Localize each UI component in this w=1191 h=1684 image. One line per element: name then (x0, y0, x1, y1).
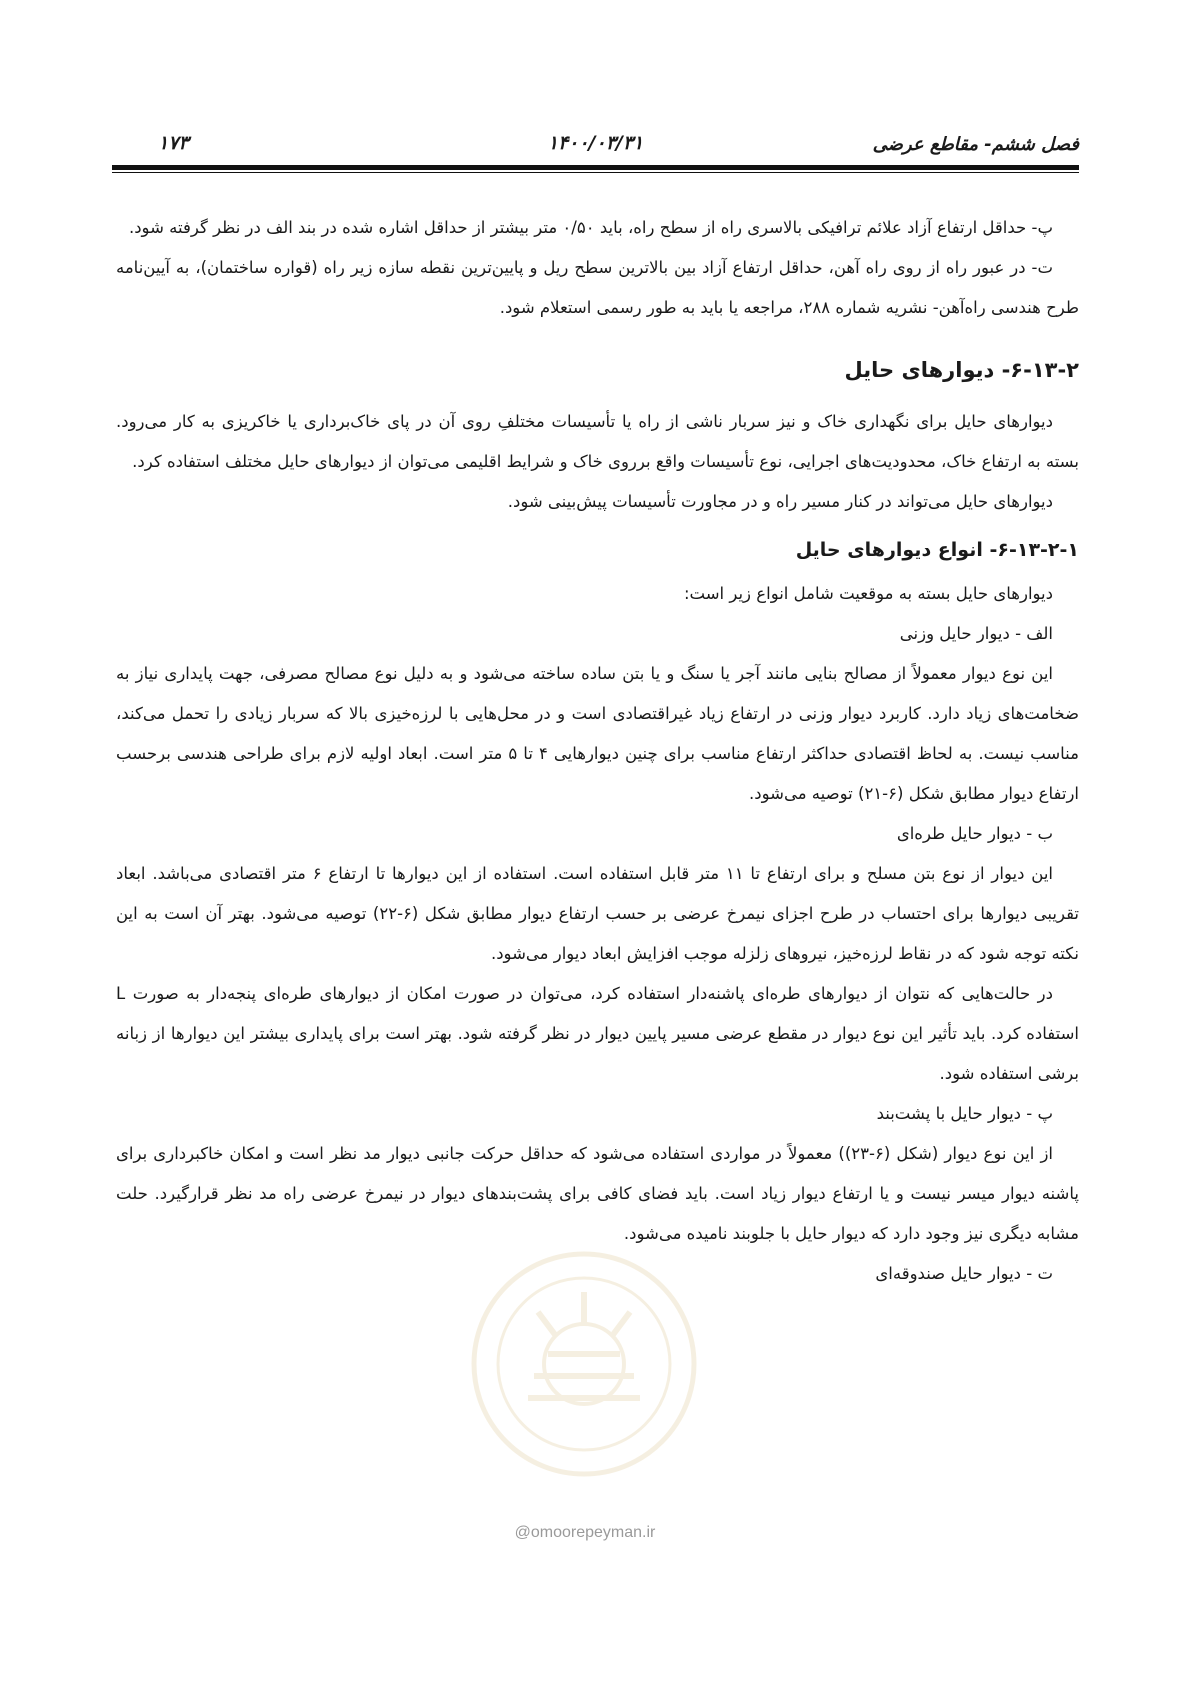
list-item: ب - دیوار حایل طره‌ای (896, 824, 1053, 843)
page-header (112, 130, 1079, 160)
paragraph: از این نوع دیوار (شکل (۶-۲۳)) معمولاً در مواردی استفاده می‌شود که حداقل حرکت جانبی دیوار مد نظر است و امکان خاکبرداری برای پاشنه دیوار میسر نیست و یا ارتفاع دیوار زیاد است. باید فضای کافی برای پشت‌بندهای دیوار در نیمرخ عرضی راه مد نظر قرارگیرد. حلت مشابه دیگری نیز وجود دارد که دیوار حایل با جلوبند نامیده می‌شود. (116, 1144, 1079, 1243)
chapter-title: فصل ششم- مقاطع عرضی (872, 134, 1079, 155)
paragraph: این نوع دیوار معمولاً از مصالح بنایی مانند آجر یا سنگ و یا بتن ساده ساخته می‌شود و به دلیل نوع مصالح مصرفی، جهت پایداری نیاز به ضخامت‌های زیاد دارد. کاربرد دیوار وزنی در ارتفاع زیاد غیراقتصادی است و در محل‌هایی با لرزه‌خیزی بالا که سربار زیادی را تحمل می‌کند، مناسب نیست. به لحاظ اقتصادی حداکثر ارتفاع مناسب برای چنین دیوارهایی ۴ تا ۵ متر است. ابعاد اولیه لازم برای طراحی هندسی برحسب ارتفاع دیوار مطابق شکل (۶-۲۱) توصیه می‌شود. (116, 664, 1079, 803)
watermark-text: @omoorepeyman.ir (514, 1524, 656, 1541)
header-rule-thick (112, 165, 1079, 170)
spacer (116, 328, 1079, 336)
page-number: ۱۷۳ (158, 132, 189, 154)
paragraph: دیوارهای حایل می‌تواند در کنار مسیر راه و در مجاورت تأسیسات پیش‌بینی شود. (507, 492, 1053, 511)
list-item: الف - دیوار حایل وزنی (899, 624, 1053, 643)
header-rule-thin (112, 172, 1079, 173)
list-item: پ - دیوار حایل با پشت‌بند (876, 1104, 1053, 1123)
section-heading: ۶-۱۳-۲- دیوارهای حایل (844, 358, 1079, 382)
paragraph: دیوارهای حایل برای نگهداری خاک و نیز سربار ناشی از راه یا تأسیسات مختلفِ روی آن در پای خاک‌برداری یا خاکریزی به کار می‌رود. بسته به ارتفاع خاک، محدودیت‌های اجرایی، نوع تأسیسات واقع برروی خاک و شرایط اقلیمی می‌توان از دیوارهای حایل مختلف استفاده کرد. (116, 412, 1079, 471)
list-item: ت - دیوار حایل صندوقه‌ای (875, 1264, 1053, 1283)
paragraph: دیوارهای حایل بسته به موقعیت شامل انواع زیر است: (683, 584, 1053, 603)
paragraph: این دیوار از نوع بتن مسلح و برای ارتفاع تا ۱۱ متر قابل استفاده است. استفاده از این دیوارها تا ارتفاع ۶ متر اقتصادی می‌باشد. ابعاد تقریبی دیوارها برای احتساب در طرح اجزای نیمرخ عرضی بر حسب ارتفاع دیوار مطابق شکل (۶-۲۲) توصیه می‌شود. بهتر آن است به این نکته توجه شود که در نقاط لرزه‌خیز، نیروهای زلزله موجب افزایش ابعاد دیوار می‌شود. (116, 864, 1080, 963)
watermark-logo-icon (468, 1248, 700, 1480)
header-date: ۱۴۰۰/۰۳/۳۱ (547, 132, 644, 154)
paragraph: پ- حداقل ارتفاع آزاد علائم ترافیکی بالاسری راه از سطح راه، باید ۰/۵۰ متر بیشتر از حداقل اشاره شده در بند الف در نظر گرفته شود. (128, 218, 1053, 237)
paragraph: در حالت‌هایی که نتوان از دیوارهای طره‌ای پاشنه‌دار استفاده کرد، می‌توان در صورت امکان از دیوارهای طره‌ای پنجه‌دار به صورت L استفاده کرد. باید تأثیر این نوع دیوار در مقطع عرضی مسیر پایین دیوار در نظر گرفته شود. بهتر است برای پایداری بیشتر این دیوارها از زبانه برشی استفاده شود. (116, 984, 1079, 1083)
subsection-heading: ۶-۱۳-۲-۱- انواع دیوارهای حایل (795, 539, 1079, 561)
body-text (116, 208, 1079, 1294)
paragraph: ت- در عبور راه از روی راه آهن، حداقل ارتفاع آزاد بین بالاترین سطح ریل و پایین‌ترین نقطه سازه زیر راه (قواره ساختمان)، به آیین‌نامه طرح هندسی راه‌آهن- نشریه شماره ۲۸۸، مراجعه یا باید به طور رسمی استعلام شود. (116, 258, 1079, 317)
